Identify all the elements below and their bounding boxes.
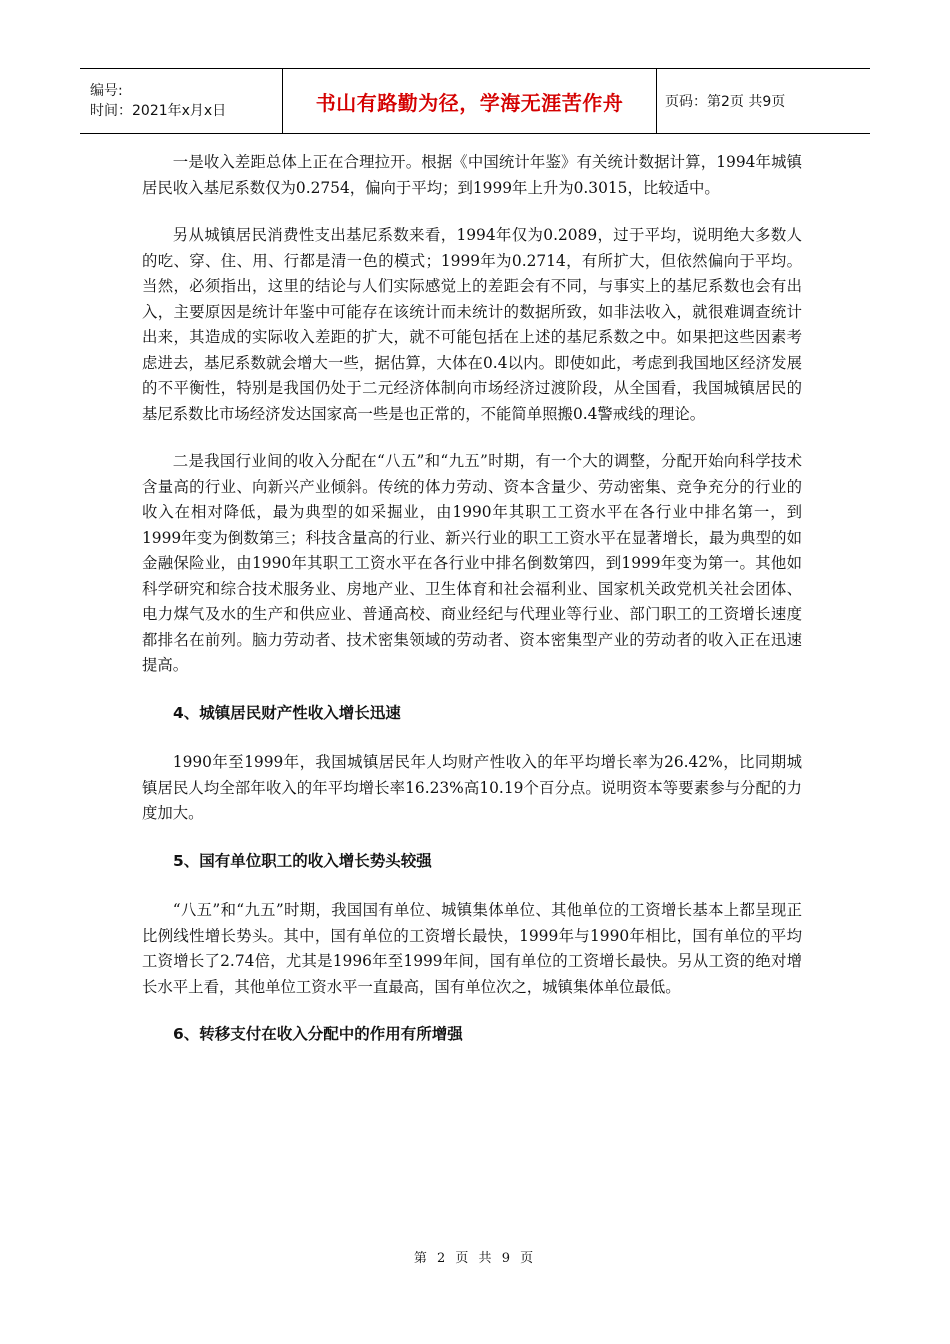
paragraph-5: “八五”和“九五”时期，我国国有单位、城镇集体单位、其他单位的工资增长基本上都呈现正比例线性增长势头。其中，国有单位的工资增长最快，1999年与1990年相比，国有单位的平均工资增长了2.74倍，尤其是1996年至1999年间，国有单位的工资增长最快。另从工资的绝对增长水平上看，其他单位工资水平一直最高，国有单位次之，城镇集体单位最低。: [142, 901, 802, 996]
paragraph-1: 一是收入差距总体上正在合理拉开。根据《中国统计年鉴》有关统计数据计算，1994年城镇居民收入基尼系数仅为0.2754，偏向于平均；到1999年上升为0.3015，比较适中。: [142, 153, 802, 197]
section-heading-6: 6、转移支付在收入分配中的作用有所增强: [173, 1025, 463, 1043]
document-body: [142, 150, 802, 1072]
section-heading-4: 4、城镇居民财产性收入增长迅速: [173, 703, 401, 722]
paragraph-4: 1990年至1999年，我国城镇居民年人均财产性收入的年平均增长率为26.42%，比同期城镇居民人均全部年收入的年平均增长率16.23%高10.19个百分点。说明资本等要素参与分配的力度加大。: [142, 753, 802, 822]
page-header: [80, 68, 870, 134]
header-left-cell: [80, 69, 283, 133]
page-info: 页码：第2页 共9页: [665, 94, 786, 110]
serial-label: 编号:: [90, 83, 123, 99]
paragraph-3: 二是我国行业间的收入分配在“八五”和“九五”时期，有一个大的调整，分配开始向科学技术含量高的行业、向新兴产业倾斜。传统的体力劳动、资本含量少、劳动密集、竞争充分的行业的收入在相对降低，最为典型的如采掘业，由1990年其职工工资水平在各行业中排名第一，到1999年变为倒数第三；科技含量高的行业、新兴行业的职工工资水平在显著增长，最为典型的如金融保险业，由1990年其职工工资水平在各行业中排名倒数第四，到1999年变为第一。其他如科学研究和综合技术服务业、房地产业、卫生体育和社会福利业、国家机关政党机关社会团体、电力煤气及水的生产和供应业、普通高校、商业经纪与代理业等行业、部门职工的工资增长速度都排名在前列。脑力劳动者、技术密集领域的劳动者、资本密集型产业的劳动者的收入正在迅速提高。: [142, 452, 802, 674]
header-page-cell: [657, 69, 870, 133]
motto-text: 书山有路勤为径，学海无涯苦作舟: [315, 90, 624, 115]
page-footer: 第 2 页 共 9 页: [413, 1251, 537, 1266]
section-heading-5: 5、国有单位职工的收入增长势头较强: [173, 851, 432, 870]
header-motto-cell: [283, 69, 657, 133]
time-label: 时间：2021年x月x日: [90, 103, 227, 119]
paragraph-2: 另从城镇居民消费性支出基尼系数来看，1994年仅为0.2089，过于平均，说明绝大多数人的吃、穿、住、用、行都是清一色的模式；1999年为0.2714，有所扩大，但依然偏向于平均。当然，必须指出，这里的结论与人们实际感觉上的差距会有不同，与事实上的基尼系数也会有出入，主要原因是统计年鉴中可能存在该统计而未统计的数据所致，如非法收入，就很难调查统计出来，其造成的实际收入差距的扩大，就不可能包括在上述的基尼系数之中。如果把这些因素考虑进去，基尼系数就会增大一些，据估算，大体在0.4以内。即使如此，考虑到我国地区经济发展的不平衡性，特别是我国仍处于二元经济体制向市场经济过渡阶段，从全国看，我国城镇居民的基尼系数比市场经济发达国家高一些是也正常的，不能简单照搬0.4警戒线的理论。: [142, 226, 802, 423]
